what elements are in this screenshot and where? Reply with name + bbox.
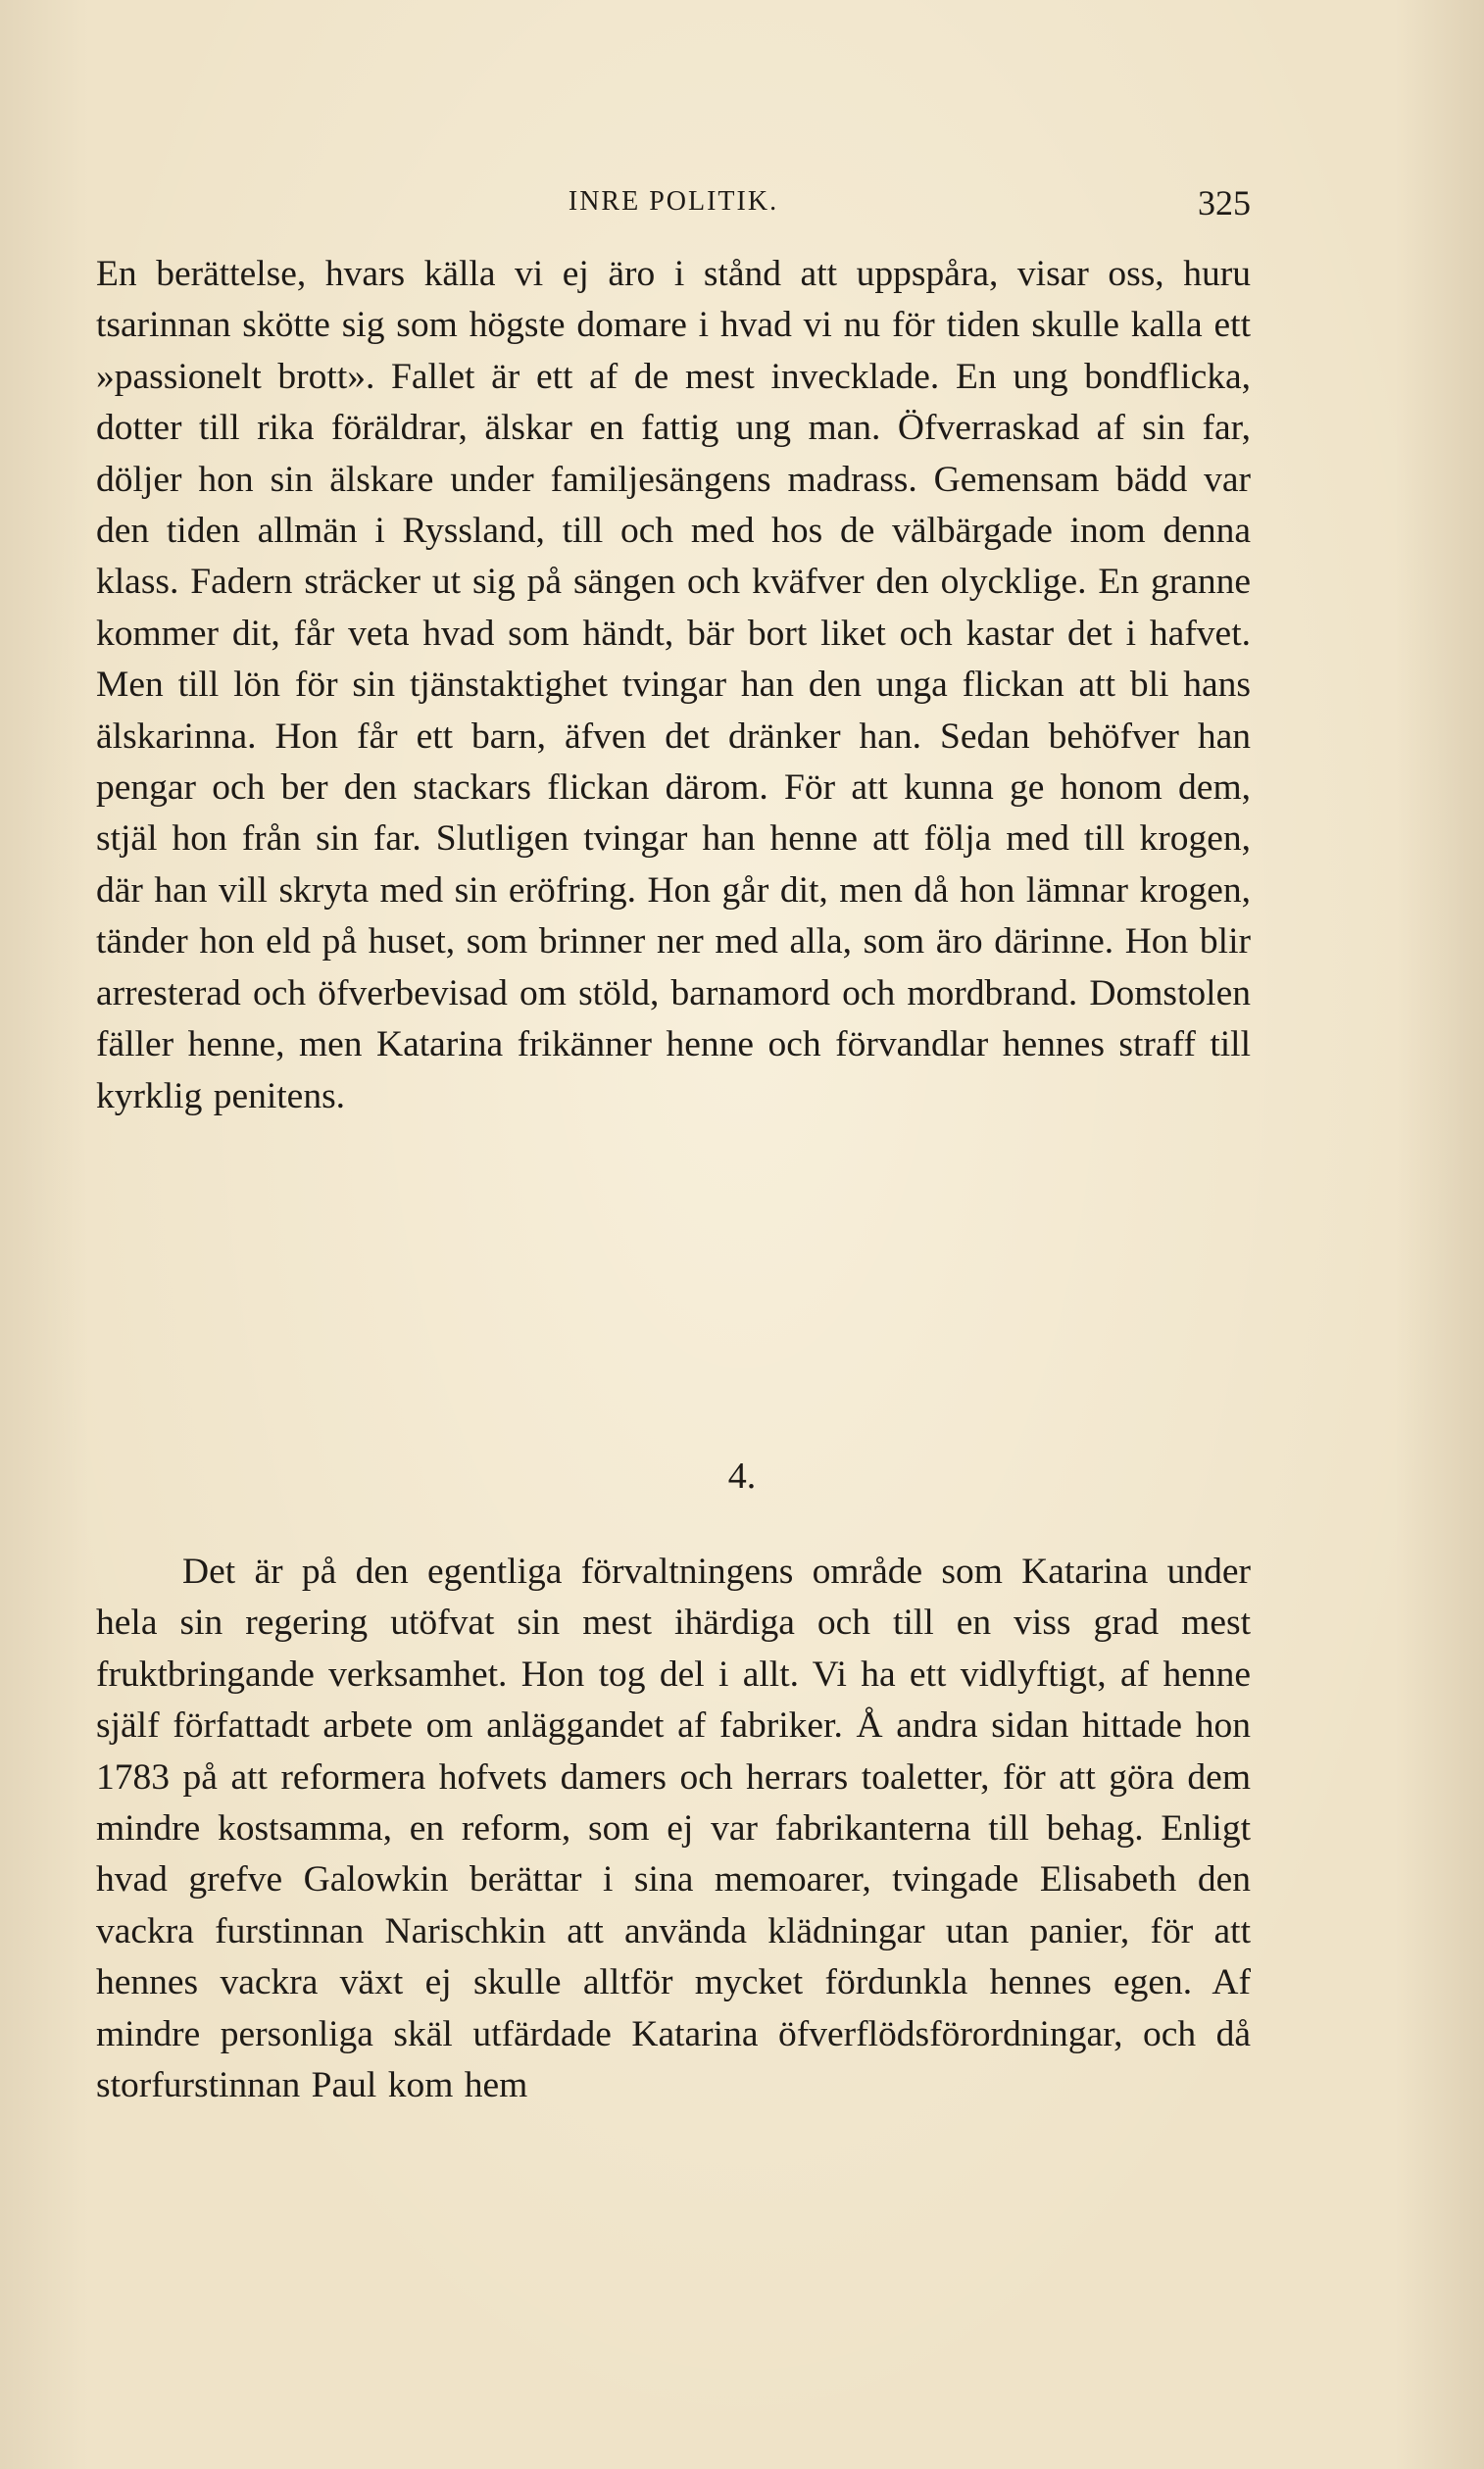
paragraph-1: En berättelse, hvars källa vi ej äro i stånd att uppspåra, visar oss, huru tsarinnan skötte sig som högste domare i hvad vi nu för tiden skulle kalla ett »passionelt brott». Fallet är ett af de mest invecklade. En ung bondflicka, dotter till rika föräldrar, älskar en fattig ung man. Öfverraskad af sin far, döljer hon sin älskare under familjesängens madrass. Gemensam bädd var den tiden allmän i Ryssland, till och med hos de välbärgade inom denna klass. Fadern sträcker ut sig på sängen och kväfver den olycklige. En granne kommer dit, får veta hvad som händt, bär bort liket och kastar det i hafvet. Men till lön för sin tjänstaktighet tvingar han den unga flickan att bli hans älskarinna. Hon får ett barn, äfven det dränker han. Sedan behöfver han pengar och ber den stackars flickan därom. För att kunna ge honom dem, stjäl hon från sin far. Slutligen tvingar han henne att följa med till krogen, där han vill skryta med sin eröfring. Hon går dit, men då hon lämnar krogen, tänder hon eld på huset, som brinner ner med alla, som äro därinne. Hon blir arresterad och öfverbevisad om stöld, barnamord och mordbrand. Domstolen fäller henne, men Katarina frikänner henne och förvandlar hennes straff till kyrklig penitens. [96,254,1251,1116]
running-head [96,182,1251,231]
section-number: 4. [727,1456,757,1497]
paragraph-2: Det är på den egentliga förvaltningens område som Katarina under hela sin regering utöfvat sin mest ihärdiga och till en viss grad mest fruktbringande verksamhet. Hon tog del i allt. Vi ha ett vidlyftigt, af henne själf författadt arbete om anläggandet af fabriker. Å andra sidan hittade hon 1783 på att reformera hofvets damers och herrars toaletter, för att göra dem mindre kostsamma, en reform, som ej var fabrikanterna till behag. Enligt hvad grefve Galowkin berättar i sina memoarer, tvingade Elisabeth den vackra furstinnan Narischkin att använda klädningar utan panier, för att hennes vackra växt ej skulle alltför mycket fördunkla hennes egen. Af mindre personliga skäl utfärdade Katarina öfverflödsförordningar, och då storfurstinnan Paul kom hem [96,1552,1251,2106]
header-title: INRE POLITIK. [568,186,779,217]
page-number: 325 [1198,183,1251,222]
